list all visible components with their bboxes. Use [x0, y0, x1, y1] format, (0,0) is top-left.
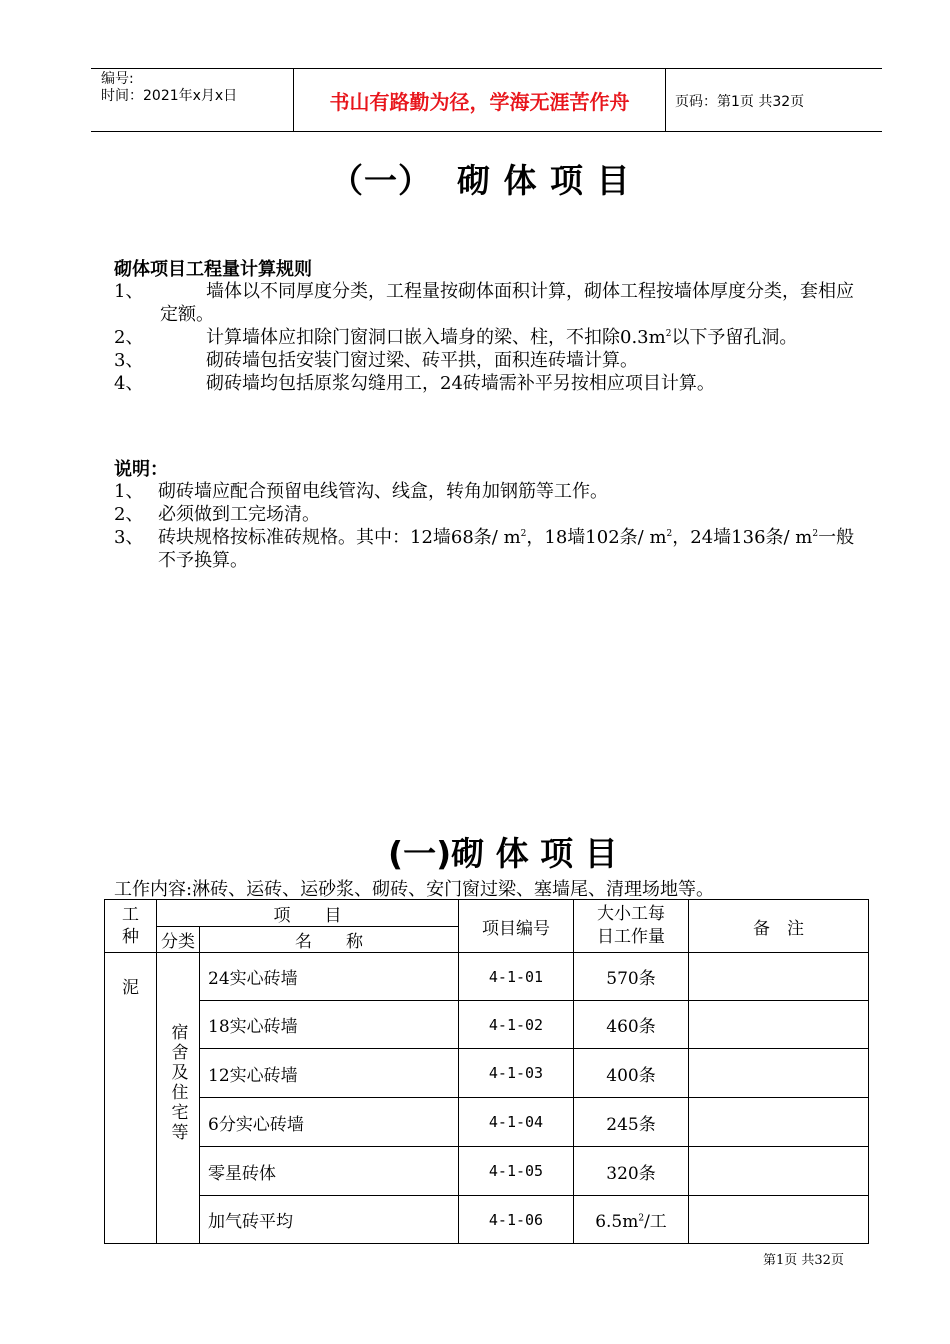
item-qty: 400条 [574, 1049, 689, 1098]
header-remark: 备 注 [689, 900, 869, 953]
item-remark [689, 1049, 869, 1098]
superscript: 2 [638, 1213, 645, 1224]
item-number: 2、 [114, 504, 144, 525]
table-row [105, 953, 869, 1001]
item-remark [689, 1001, 869, 1049]
item-text: 砌砖墙包括安装门窗过梁、砖平拱，面积连砖墙计算。 [206, 350, 638, 371]
category-text: 宿舍及住宅等 [167, 1023, 188, 1143]
superscript: 2 [520, 529, 527, 539]
page-footer: 第1页 共32页 [763, 1253, 844, 1268]
table-row [105, 1098, 869, 1147]
item-code: 4-1-02 [459, 1001, 574, 1049]
item-number: 2、 [114, 327, 144, 348]
table-row [105, 1001, 869, 1049]
notes-list [114, 480, 864, 572]
header-page-number: 页码：第1页 共32页 [675, 94, 805, 110]
item-qty: 320条 [574, 1147, 689, 1196]
trade-cell: 泥 [105, 953, 157, 1244]
item-code: 4-1-01 [459, 953, 574, 1001]
item-number: 1、 [114, 281, 144, 302]
table-row [105, 1147, 869, 1196]
item-number: 3、 [114, 527, 144, 548]
category-cell [157, 953, 200, 1244]
header-daily-qty-text: 大小工每日工作量 [597, 904, 665, 947]
item-text: 墙体以不同厚度分类，工程量按砌体面积计算，砌体工程按墙体厚度分类，套相应定额。 [160, 281, 854, 325]
item-text-part: ，18墙102条/ m [526, 527, 667, 548]
item-remark [689, 953, 869, 1001]
list-item [114, 526, 864, 572]
item-text-part: 以下予留孔洞。 [671, 327, 798, 348]
item-text-part: ，24墙136条/ m [672, 527, 813, 548]
item-code: 4-1-06 [459, 1196, 574, 1244]
header-name: 名 称 [200, 927, 459, 953]
item-code: 4-1-05 [459, 1147, 574, 1196]
header-daily-qty [574, 900, 689, 953]
list-item [114, 280, 864, 326]
header-meta [101, 71, 237, 105]
table-header-row [105, 900, 869, 927]
header-gong [105, 900, 157, 953]
list-item [114, 349, 864, 372]
item-remark [689, 1196, 869, 1244]
item-qty: 570条 [574, 953, 689, 1001]
item-number: 3、 [114, 350, 144, 371]
header-code: 项目编号 [459, 900, 574, 953]
item-text-part: 砖块规格按标准砖规格。其中：12墙68条/ m [158, 527, 521, 548]
item-qty [574, 1196, 689, 1244]
item-text-part: 一般不予换算。 [158, 527, 855, 571]
page-header [91, 68, 882, 132]
item-code: 4-1-04 [459, 1098, 574, 1147]
item-text [114, 326, 864, 349]
table-row [105, 1049, 869, 1098]
superscript: 2 [812, 529, 819, 539]
table-row [105, 1196, 869, 1244]
item-remark [689, 1147, 869, 1196]
item-remark [689, 1098, 869, 1147]
header-gong-text: 工种 [122, 905, 139, 947]
item-text-part: 计算墙体应扣除门窗洞口嵌入墙身的梁、柱，不扣除0.3m [206, 327, 666, 348]
notes-heading: 说明： [114, 459, 168, 480]
item-name: 6分实心砖墙 [200, 1098, 459, 1147]
header-category: 分类 [157, 927, 200, 953]
item-name: 加气砖平均 [200, 1196, 459, 1244]
list-item [114, 480, 864, 503]
item-name: 12实心砖墙 [200, 1049, 459, 1098]
superscript: 2 [665, 329, 672, 339]
item-number: 4、 [114, 373, 144, 394]
item-qty: 245条 [574, 1098, 689, 1147]
item-text [114, 526, 864, 572]
item-text: 砌砖墙均包括原浆勾缝用工，24砖墙需补平另按相应项目计算。 [206, 373, 715, 394]
list-item [114, 503, 864, 526]
item-text: 必须做到工完场清。 [158, 504, 320, 525]
list-item [114, 372, 864, 395]
section-title: (一)砌 体 项 目 [388, 834, 618, 873]
item-code: 4-1-03 [459, 1049, 574, 1098]
qty-part: 6.5m [595, 1212, 639, 1232]
page-title: （一） 砌 体 项 目 [330, 161, 631, 200]
header-xiangmu: 项 目 [157, 900, 459, 927]
rules-list [114, 280, 864, 395]
time-label: 时间：2021年x月x日 [101, 88, 238, 104]
number-label: 编号: [101, 71, 134, 87]
header-divider [665, 69, 666, 131]
item-qty: 460条 [574, 1001, 689, 1049]
work-content: 工作内容:淋砖、运砖、运砂浆、砌砖、安门窗过梁、塞墙尾、清理场地等。 [114, 879, 715, 900]
item-name: 18实心砖墙 [200, 1001, 459, 1049]
item-name: 24实心砖墙 [200, 953, 459, 1001]
quota-table [104, 899, 869, 1244]
item-number: 1、 [114, 481, 144, 502]
item-name: 零星砖体 [200, 1147, 459, 1196]
header-motto: 书山有路勤为径，学海无涯苦作舟 [329, 90, 630, 114]
qty-part: /工 [644, 1212, 667, 1232]
item-text: 砌砖墙应配合预留电线管沟、线盒，转角加钢筋等工作。 [158, 481, 608, 502]
list-item [114, 326, 864, 349]
rules-heading: 砌体项目工程量计算规则 [114, 259, 312, 280]
superscript: 2 [666, 529, 673, 539]
